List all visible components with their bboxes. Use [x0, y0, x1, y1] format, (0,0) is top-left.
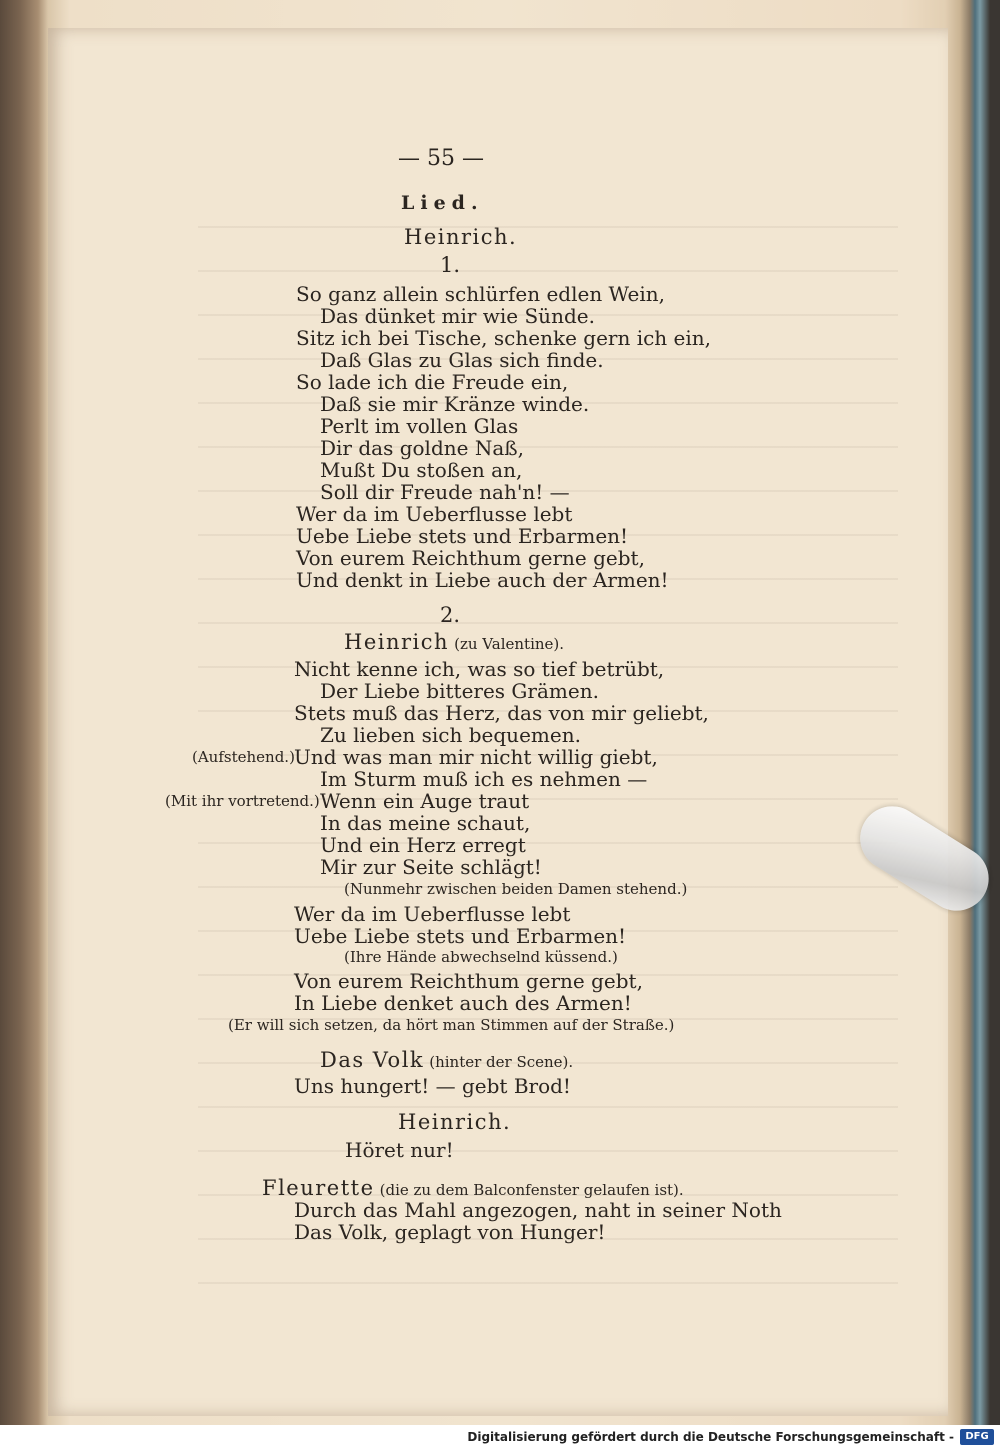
- stanza-number-2: 2.: [440, 603, 461, 627]
- verse-line: Dir das goldne Naß,: [320, 436, 524, 460]
- verse-line: Sitz ich bei Tische, schenke gern ich ein,: [296, 326, 712, 350]
- verse-line: Stets muß das Herz, das von mir geliebt,: [294, 701, 709, 725]
- song-title: Lied.: [401, 192, 484, 214]
- verse-line: Wer da im Ueberflusse lebt: [294, 902, 571, 926]
- verse-line: Und ein Herz erregt: [320, 833, 526, 857]
- footer-bar: [0, 1425, 1000, 1450]
- verse-line: Das Volk, geplagt von Hunger!: [294, 1220, 606, 1244]
- verse-line: So lade ich die Freude ein,: [296, 370, 569, 394]
- speaker-fleurette: [262, 1176, 684, 1200]
- verse-line: Und was man mir nicht willig giebt,: [294, 745, 658, 769]
- verse-line: Uebe Liebe stets und Erbarmen!: [294, 924, 627, 948]
- page-number: — 55 —: [398, 146, 484, 171]
- verse-line: Das dünket mir wie Sünde.: [320, 304, 595, 328]
- verse-line: Daß sie mir Kränze winde.: [320, 392, 590, 416]
- verse-line: In Liebe denket auch des Armen!: [294, 991, 632, 1015]
- speaker-heinrich: Heinrich.: [404, 225, 518, 249]
- verse-line: Mir zur Seite schlägt!: [320, 855, 542, 879]
- verse-line: Daß Glas zu Glas sich finde.: [320, 348, 604, 372]
- speaker-heinrich-3: Heinrich.: [398, 1110, 512, 1134]
- speaker-heinrich-2: [344, 630, 564, 654]
- verse-line: Wer da im Ueberflusse lebt: [296, 502, 573, 526]
- verse-line: Der Liebe bitteres Grämen.: [320, 679, 599, 703]
- stage-direction: (Er will sich setzen, da hört man Stimmen auf der Straße.): [228, 1016, 675, 1034]
- verse-line: Im Sturm muß ich es nehmen —: [320, 767, 648, 791]
- verse-line: Von eurem Reichthum gerne gebt,: [296, 546, 645, 570]
- verse-line: Nicht kenne ich, was so tief betrübt,: [294, 657, 665, 681]
- verse-line: Uebe Liebe stets und Erbarmen!: [296, 524, 629, 548]
- verse-line: Zu lieben sich bequemen.: [320, 723, 581, 747]
- verse-line: Uns hungert! — gebt Brod!: [294, 1074, 571, 1098]
- verse-line: Wenn ein Auge traut: [320, 789, 530, 813]
- stage-direction: (zu Valentine).: [454, 635, 565, 653]
- funding-notice: Digitalisierung gefördert durch die Deutsche Forschungsgemeinschaft -: [467, 1430, 954, 1444]
- verse-line: In das meine schaut,: [320, 811, 531, 835]
- speaker-name: Das Volk: [320, 1048, 425, 1072]
- stage-direction: (Nunmehr zwischen beiden Damen stehend.): [344, 880, 688, 898]
- stage-direction: (die zu dem Balconfenster gelaufen ist).: [379, 1181, 684, 1199]
- verse-line: So ganz allein schlürfen edlen Wein,: [296, 282, 665, 306]
- speaker-name: Heinrich: [344, 630, 450, 654]
- verse-line: Soll dir Freude nah'n! —: [320, 480, 570, 504]
- speaker-volk: [320, 1048, 573, 1072]
- verse-line: Höret nur!: [345, 1138, 454, 1162]
- stanza-number-1: 1.: [440, 253, 461, 277]
- verse-line: Perlt im vollen Glas: [320, 414, 519, 438]
- verse-line: Mußt Du stoßen an,: [320, 458, 523, 482]
- stage-direction: (Mit ihr vortretend.): [165, 792, 320, 810]
- verse-line: Und denkt in Liebe auch der Armen!: [296, 568, 669, 592]
- dfg-logo: DFG: [960, 1429, 994, 1445]
- stage-direction: (Ihre Hände abwechselnd küssend.): [344, 948, 618, 966]
- verse-line: Von eurem Reichthum gerne gebt,: [294, 969, 643, 993]
- verse-line: Durch das Mahl angezogen, naht in seiner Noth: [294, 1198, 782, 1222]
- speaker-name: Fleurette: [262, 1176, 375, 1200]
- stage-direction: (Aufstehend.): [192, 748, 295, 766]
- stage-direction: (hinter der Scene).: [429, 1053, 574, 1071]
